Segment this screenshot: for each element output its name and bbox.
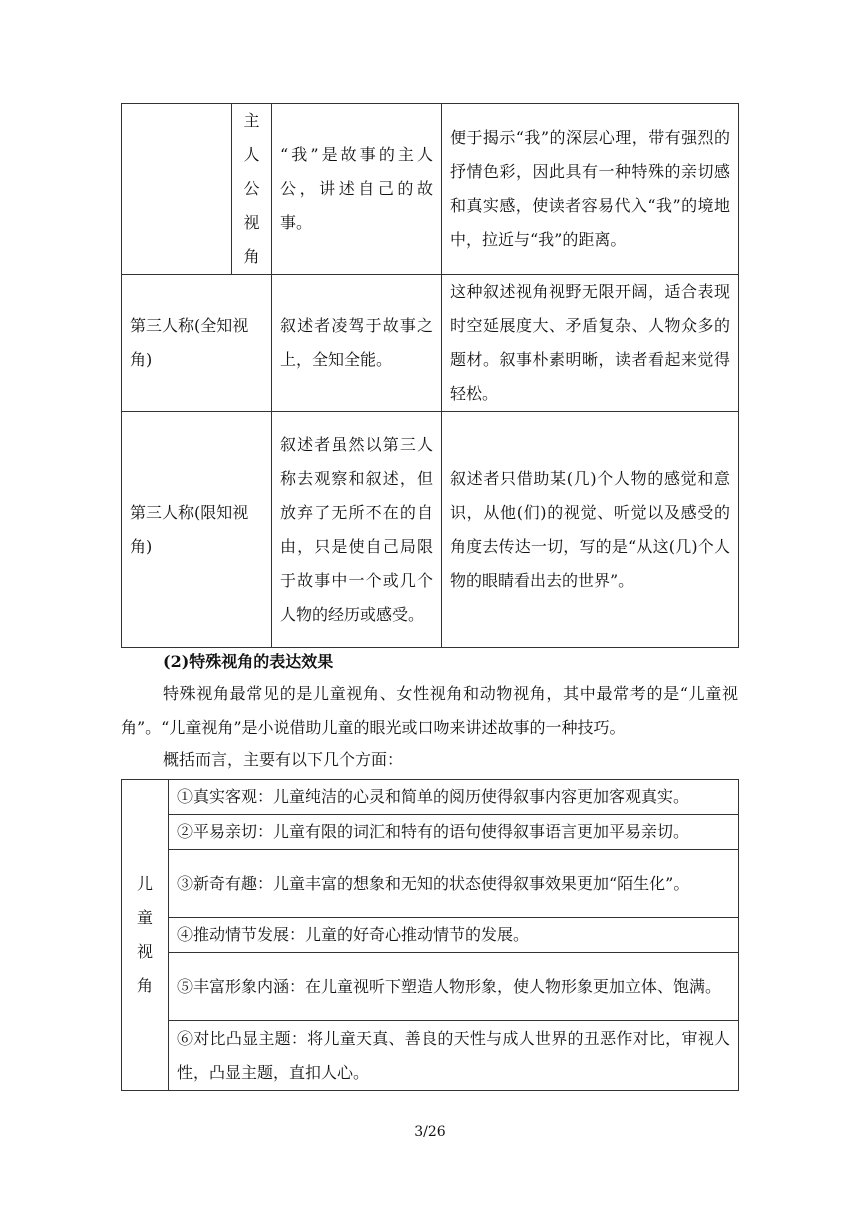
empty-category-cell [122, 104, 232, 275]
list-item: ③新奇有趣：儿童丰富的想象和无知的状态使得叙事效果更加“陌生化”。 [169, 850, 739, 918]
perspective-label: 第三人称(全知视角) [122, 275, 272, 412]
child-perspective-table [121, 779, 739, 1091]
effect-cell: 叙述者只借助某(几)个人物的感觉和意识，从他(们)的视觉、听觉以及感受的角度去传达一切，写的是“从这(几)个人物的眼睛看出去的世界”。 [442, 412, 739, 648]
list-item: ⑥对比凸显主题：将儿童天真、善良的天性与成人世界的丑恶作对比，审视人性，凸显主题，直扣人心。 [169, 1021, 739, 1091]
body-paragraph: 特殊视角最常见的是儿童视角、女性视角和动物视角，其中最常考的是“儿童视角”。“儿童视角”是小说借助儿童的眼光或口吻来讲述故事的一种技巧。 [121, 684, 738, 737]
table-row [122, 275, 739, 412]
narrative-perspective-table [121, 103, 739, 648]
effect-cell: 这种叙述视角视野无限开阔，适合表现时空延展度大、矛盾复杂、人物众多的题材。叙事朴素明晰，读者看起来觉得轻松。 [442, 275, 739, 412]
list-item: ①真实客观：儿童纯洁的心灵和简单的阅历使得叙事内容更加客观真实。 [169, 780, 739, 815]
body-paragraph: 概括而言，主要有以下几个方面： [163, 750, 404, 769]
feature-cell: 叙述者凌驾于故事之上，全知全能。 [272, 275, 442, 412]
list-item: ②平易亲切：儿童有限的词汇和特有的语句使得叙事语言更加平易亲切。 [169, 815, 739, 850]
table-row [122, 104, 739, 275]
table-row [122, 412, 739, 648]
list-item: ④推动情节发展：儿童的好奇心推动情节的发展。 [169, 918, 739, 953]
protagonist-perspective-label: 主 人 公 视 角 [232, 104, 272, 275]
feature-cell: 叙述者虽然以第三人称去观察和叙述，但放弃了无所不在的自由，只是使自己局限于故事中一个或几个人物的经历或感受。 [272, 412, 442, 648]
perspective-label: 第三人称(限知视角) [122, 412, 272, 648]
table-row [122, 780, 739, 815]
child-perspective-label: 儿 童 视 角 [122, 780, 169, 1091]
list-item: ⑤丰富形象内涵：在儿童视听下塑造人物形象，使人物形象更加立体、饱满。 [169, 953, 739, 1021]
effect-cell: 便于揭示“我”的深层心理，带有强烈的抒情色彩，因此具有一种特殊的亲切感和真实感，使读者容易代入“我”的境地中，拉近与“我”的距离。 [442, 104, 739, 275]
table-row [122, 1021, 739, 1091]
table-row [122, 850, 739, 918]
page-number: 3/26 [414, 1124, 446, 1140]
table-row [122, 953, 739, 1021]
feature-cell: “我”是故事的主人公，讲述自己的故事。 [272, 104, 442, 275]
table-row [122, 918, 739, 953]
table-row [122, 815, 739, 850]
section-heading: (2)特殊视角的表达效果 [163, 652, 334, 671]
